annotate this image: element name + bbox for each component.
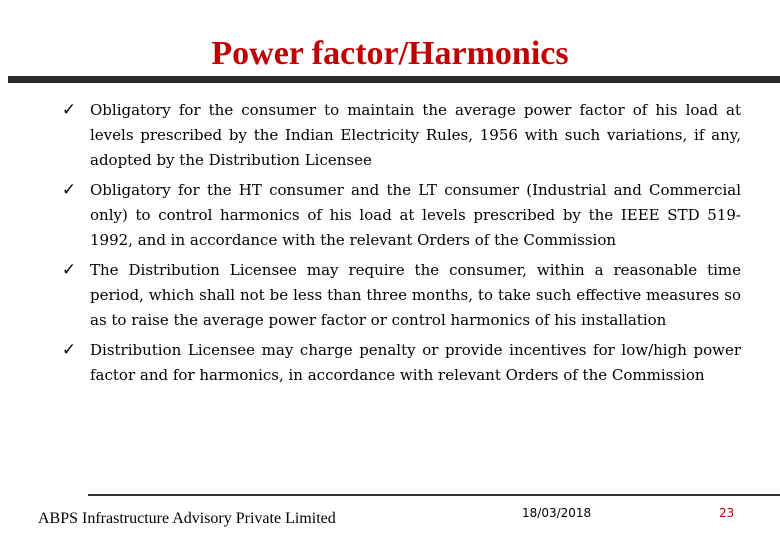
bullet-list bbox=[58, 98, 741, 388]
footer-date: 18/03/2018 bbox=[522, 506, 592, 520]
bullet-item bbox=[58, 258, 741, 333]
footer-divider bbox=[88, 494, 780, 496]
bullet-item bbox=[58, 338, 741, 388]
footer-company: ABPS Infrastructure Advisory Private Limited bbox=[38, 510, 336, 527]
page-number: 23 bbox=[719, 506, 735, 520]
check-mark-icon: ✓ bbox=[61, 340, 77, 360]
bullet-text: Obligatory for the consumer to maintain the average power factor of his load at levels prescribed by the Indian Electricity Rules, 1956 with such variations, if any, adopted by the Distribution Licensee bbox=[90, 101, 741, 169]
check-mark-icon: ✓ bbox=[61, 260, 77, 280]
check-mark-icon: ✓ bbox=[61, 180, 77, 200]
title-divider bbox=[8, 76, 780, 83]
bullet-item bbox=[58, 98, 741, 173]
bullet-item bbox=[58, 178, 741, 253]
bullet-text: Obligatory for the HT consumer and the LT consumer (Industrial and Commercial only) to control harmonics of his load at levels prescribed by the IEEE STD 519-1992, and in accordance with the relevant Orders of the Commission bbox=[90, 181, 741, 249]
check-mark-icon: ✓ bbox=[61, 100, 77, 120]
bullet-text: Distribution Licensee may charge penalty or provide incentives for low/high power factor and for harmonics, in accordance with relevant Orders of the Commission bbox=[90, 341, 741, 384]
bullet-text: The Distribution Licensee may require the consumer, within a reasonable time period, which shall not be less than three months, to take such effective measures so as to raise the average power factor or control harmonics of his installation bbox=[90, 261, 741, 329]
slide-title: Power factor/Harmonics bbox=[211, 35, 569, 72]
